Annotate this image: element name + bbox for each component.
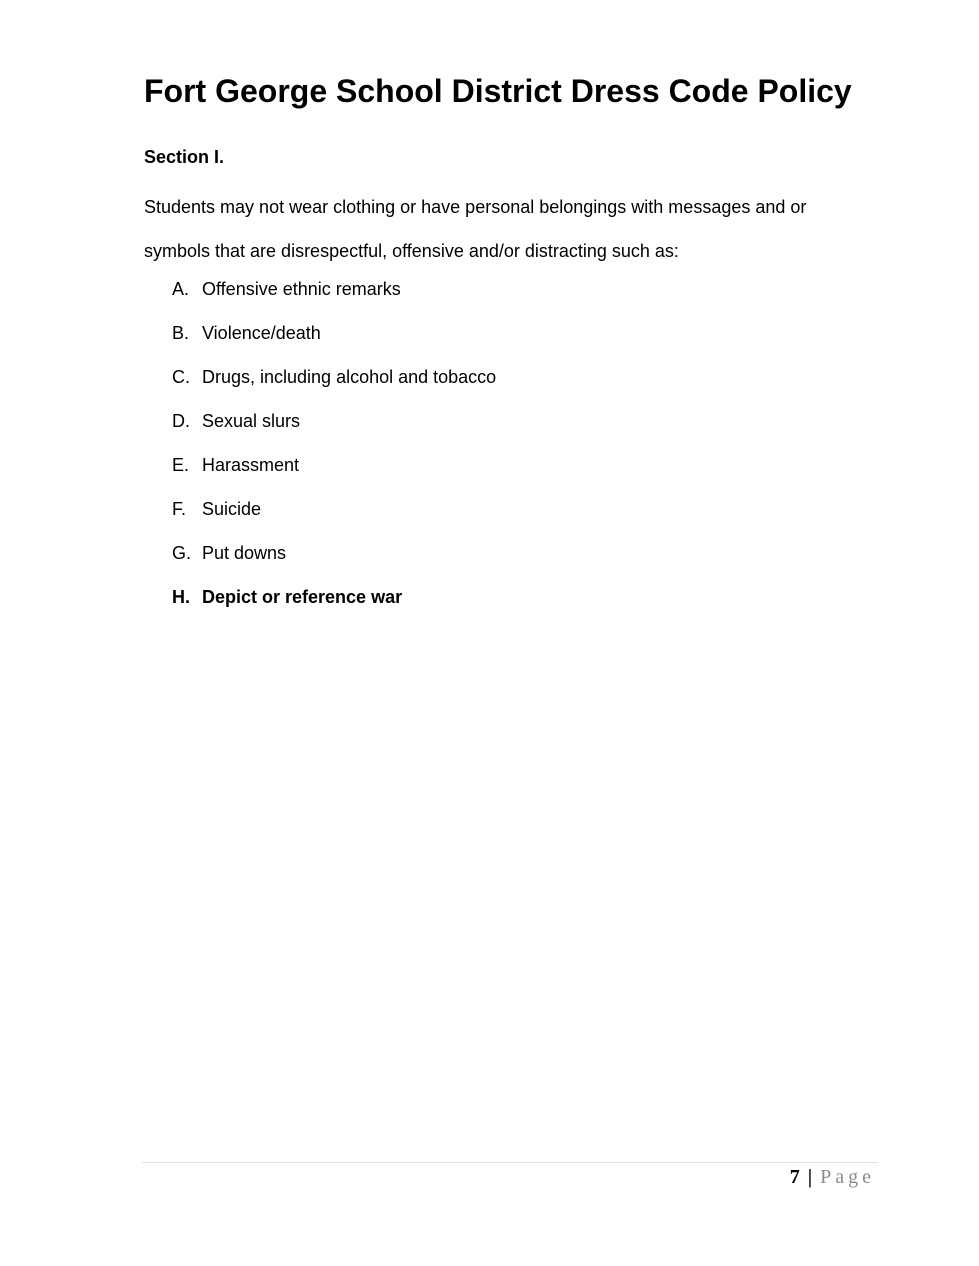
page-number: 7: [789, 1166, 800, 1188]
list-item-text: Put downs: [202, 543, 287, 563]
list-marker: H.: [172, 587, 190, 607]
list-item-text: Offensive ethnic remarks: [202, 279, 401, 299]
list-item-text: Drugs, including alcohol and tobacco: [202, 367, 497, 387]
list-item: [172, 407, 496, 451]
list-marker: B.: [172, 323, 190, 343]
list-item-text: Suicide: [202, 499, 262, 519]
list-marker: D.: [172, 411, 190, 431]
list-item-text: Sexual slurs: [202, 411, 301, 431]
restricted-content-list: [172, 275, 496, 627]
page-separator: |: [807, 1166, 813, 1188]
list-item: [172, 275, 496, 319]
list-marker: G.: [172, 543, 192, 563]
list-marker: A.: [172, 279, 190, 299]
page-title: Fort George School District Dress Code Policy: [144, 73, 852, 109]
intro-paragraph: Students may not wear clothing or have personal belongings with messages and or symbols that are disrespectful, offensive and/or distracting such as:: [144, 197, 807, 261]
list-marker: E.: [172, 455, 190, 475]
list-item: [172, 495, 496, 539]
page-label: Page: [820, 1166, 875, 1188]
list-item: [172, 451, 496, 495]
list-marker: C.: [172, 367, 190, 387]
list-item: [172, 539, 496, 583]
list-item-text: Harassment: [202, 455, 300, 475]
list-item: [172, 319, 496, 363]
list-item: [172, 583, 496, 627]
list-marker: F.: [172, 499, 187, 519]
section-heading: Section I.: [144, 147, 225, 167]
footer-divider: [142, 1162, 878, 1163]
list-item: [172, 363, 496, 407]
page-footer: [790, 1164, 875, 1190]
list-item-text: Violence/death: [202, 323, 321, 343]
list-item-text: Depict or reference war: [202, 587, 403, 607]
